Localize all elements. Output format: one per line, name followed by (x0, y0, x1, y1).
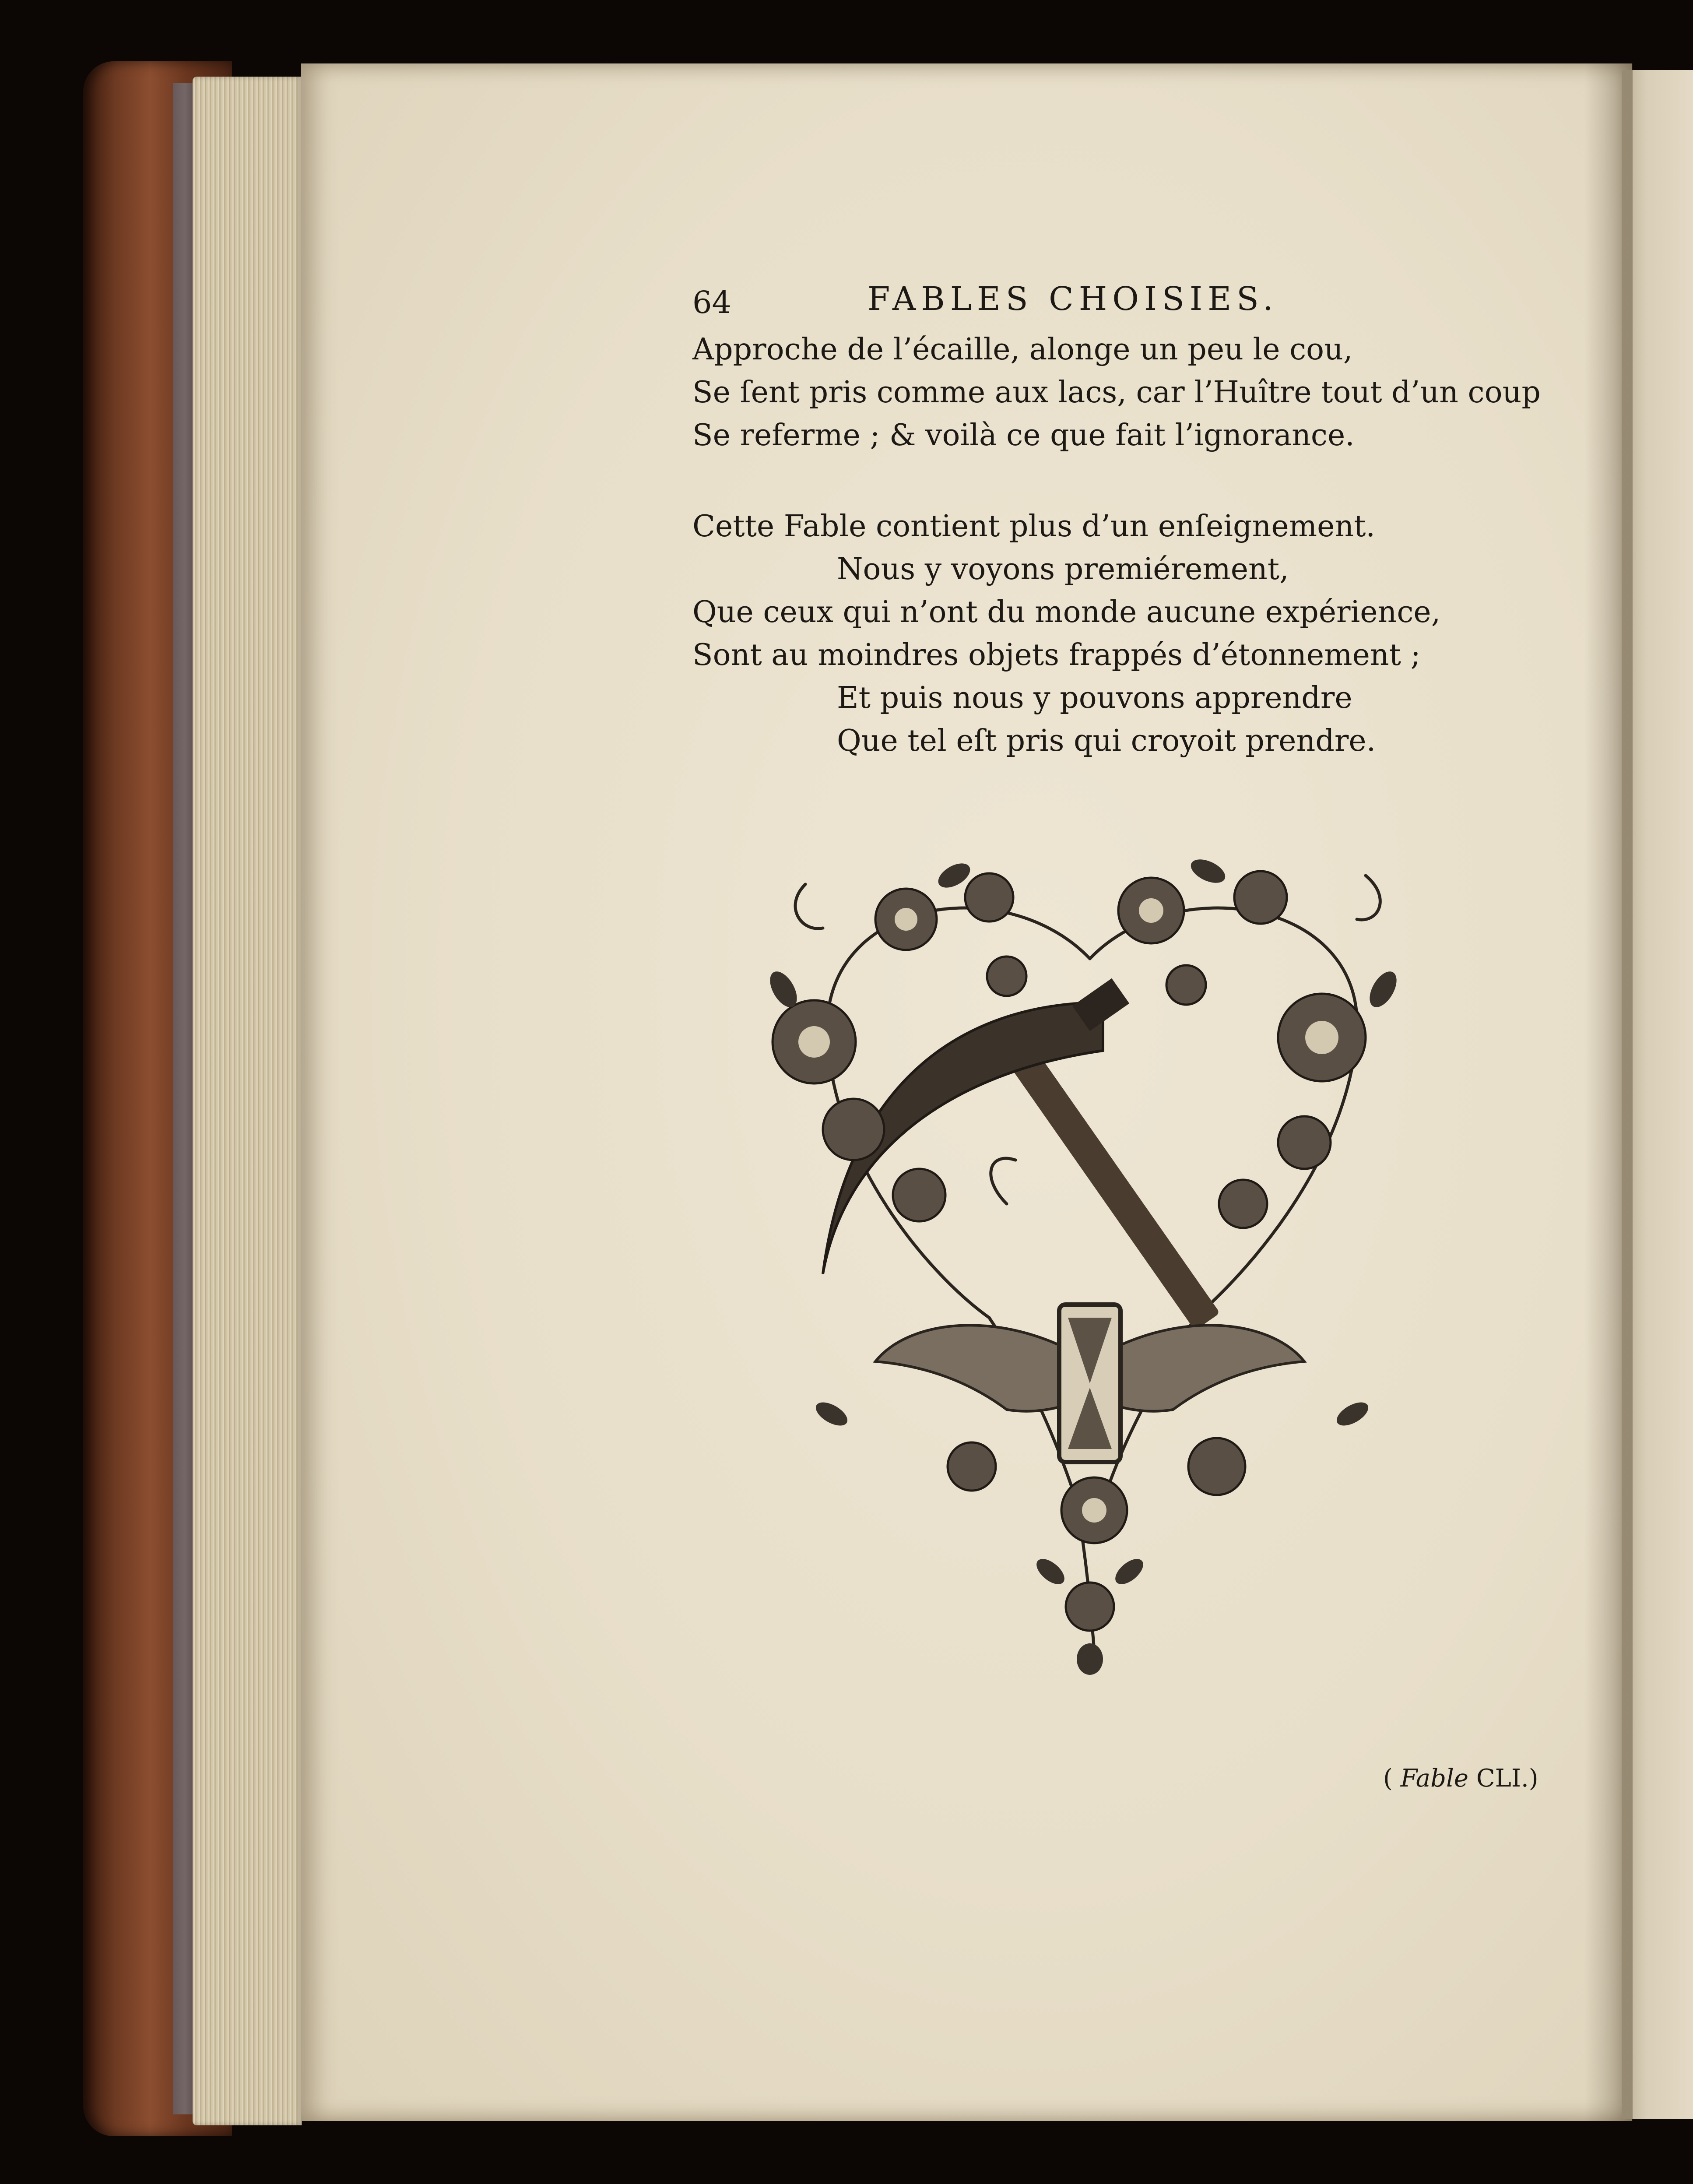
caption-open-paren: ( (1383, 1764, 1393, 1793)
gutter-shadow (1584, 63, 1633, 2121)
caption-fable-number: CLI. (1476, 1764, 1529, 1793)
running-title: FABLES CHOISIES. (868, 280, 1279, 318)
verse-line: Se referme ; & voilà ce que fait l’ignorance. (692, 418, 1355, 453)
text-block (692, 280, 1541, 763)
verse-line: Que tel eſt pris qui croyoit prendre. (837, 724, 1376, 758)
vignette-wreath-scythe-hourglass-icon (744, 845, 1436, 1677)
verse-line: Nous y voyons premiérement, (837, 552, 1289, 587)
verse-line: Et puis nous y pouvons apprendre (837, 681, 1352, 715)
verse-line: Se ſent pris comme aux lacs, car l’Huître tout d’un coup (692, 375, 1541, 410)
running-head (692, 280, 1515, 328)
verse-line: Sont au moindres objets frappés d’étonnement ; (692, 638, 1421, 672)
verse-line: Approche de l’écaille, alonge un peu le cou, (692, 332, 1353, 367)
verse-line: Cette Fable contient plus d’un enſeignement. (692, 509, 1376, 544)
verse-line: Que ceux qui n’ont du monde aucune expérience, (692, 595, 1441, 630)
caption-close-paren: ) (1528, 1764, 1538, 1793)
stanza-gap (692, 457, 1515, 505)
page-block-edges (193, 77, 302, 2125)
fable-reference (1383, 1764, 1538, 1793)
caption-fable-word: Fable (1400, 1764, 1469, 1793)
page-number: 64 (692, 285, 732, 320)
